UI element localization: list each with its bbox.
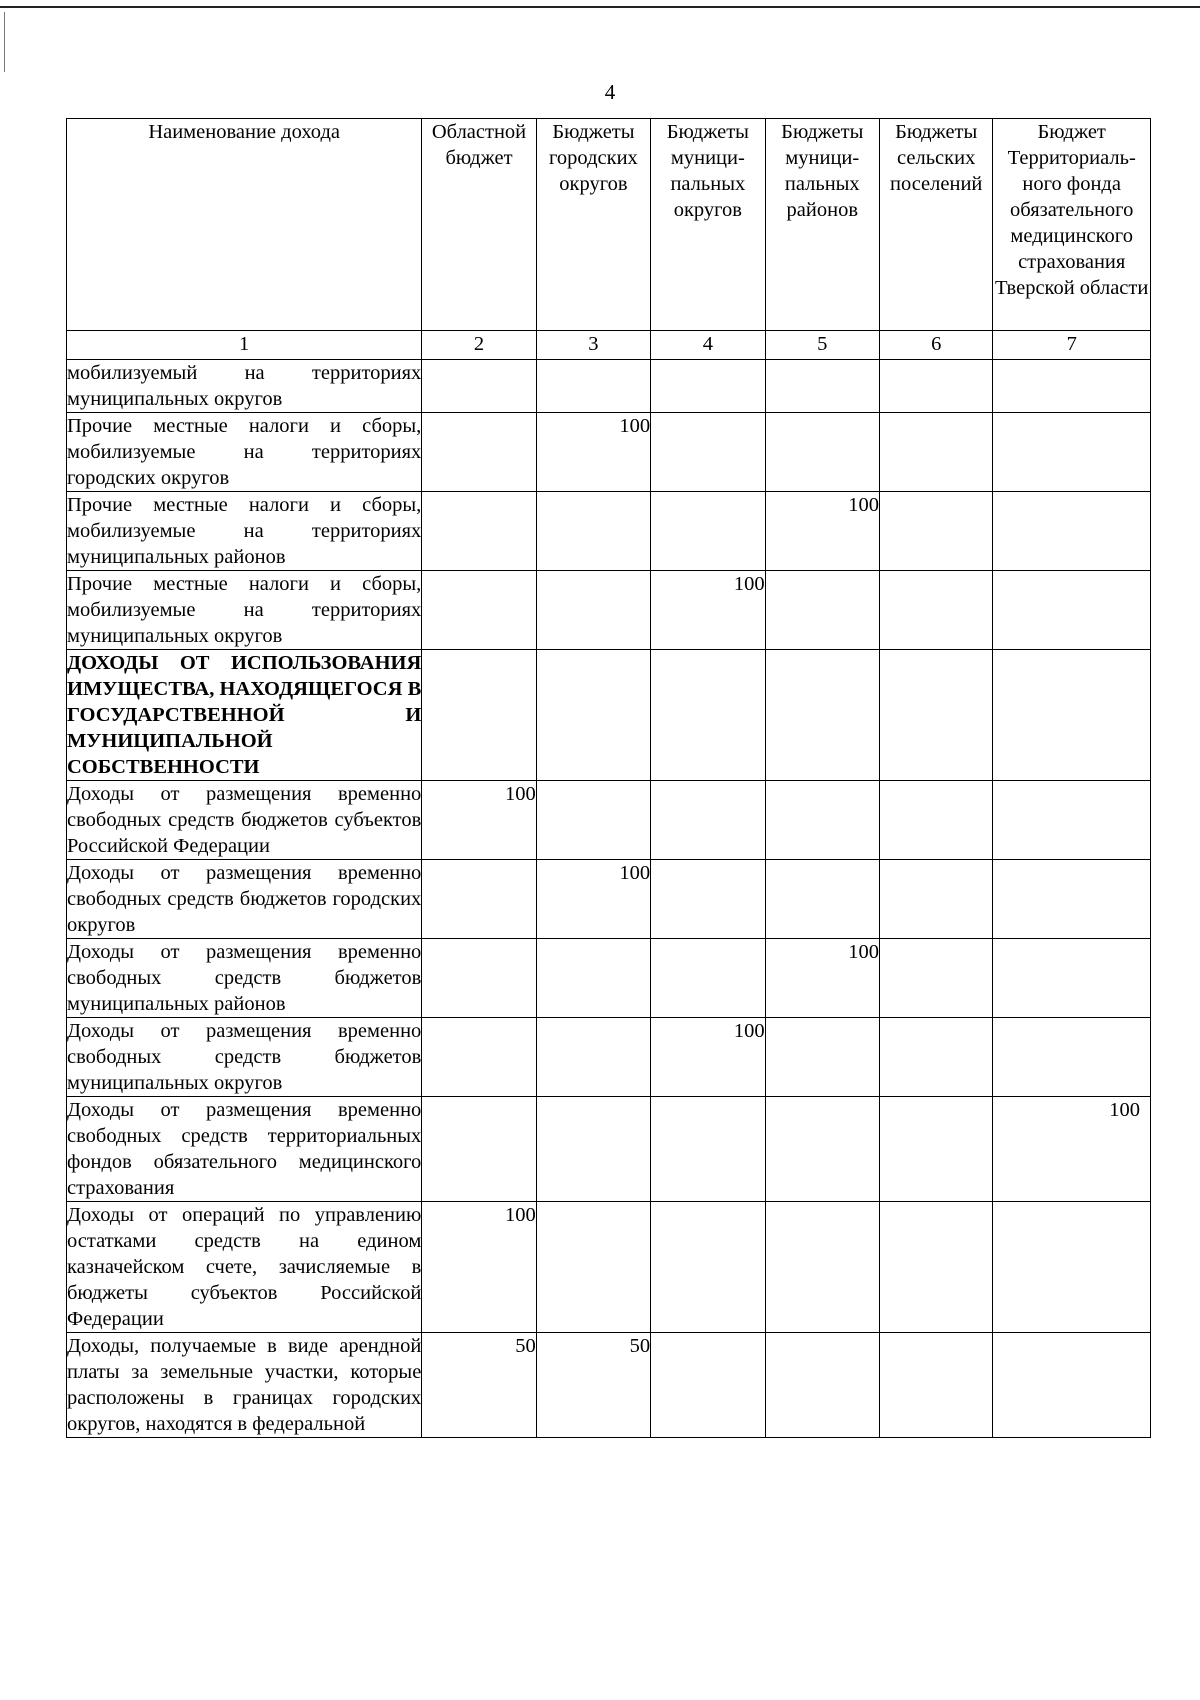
column-number: 7 xyxy=(993,331,1151,360)
scan-margin-mark xyxy=(4,12,5,72)
share-percent-cell: 100 xyxy=(422,1202,536,1333)
share-percent-cell: 50 xyxy=(422,1333,536,1438)
share-percent-cell xyxy=(765,1097,879,1202)
share-percent-cell xyxy=(993,1018,1151,1097)
share-percent-cell xyxy=(422,571,536,650)
table-row xyxy=(67,860,1151,939)
share-percent-cell xyxy=(879,1333,992,1438)
header-city-districts: Бюджеты городских округов xyxy=(536,119,650,331)
share-percent-cell xyxy=(879,1202,992,1333)
table-row xyxy=(67,1018,1151,1097)
share-percent-cell xyxy=(422,1018,536,1097)
column-number: 1 xyxy=(67,331,422,360)
table-row xyxy=(67,413,1151,492)
share-percent-cell xyxy=(422,860,536,939)
page-top-border xyxy=(0,6,1200,8)
share-percent-cell xyxy=(651,1202,765,1333)
share-percent-cell xyxy=(765,1333,879,1438)
header-revenue-name: Наименование дохода xyxy=(67,119,422,331)
share-percent-cell xyxy=(993,413,1151,492)
share-percent-cell xyxy=(993,650,1151,781)
share-percent-cell xyxy=(651,1333,765,1438)
share-percent-cell xyxy=(651,360,765,413)
share-percent-cell xyxy=(422,939,536,1018)
share-percent-cell xyxy=(993,360,1151,413)
revenue-distribution-table xyxy=(66,118,1151,1438)
share-percent-cell xyxy=(765,650,879,781)
column-number: 3 xyxy=(536,331,650,360)
share-percent-cell xyxy=(765,571,879,650)
column-number-row xyxy=(67,331,1151,360)
header-regional-budget: Областной бюджет xyxy=(422,119,536,331)
share-percent-cell xyxy=(765,860,879,939)
share-percent-cell xyxy=(765,781,879,860)
column-number: 4 xyxy=(651,331,765,360)
share-percent-cell xyxy=(765,413,879,492)
table-row xyxy=(67,1097,1151,1202)
revenue-name-cell: Прочие местные налоги и сборы, мобилизуемые на территориях муниципальных округов xyxy=(67,571,422,650)
share-percent-cell xyxy=(993,571,1151,650)
share-percent-cell xyxy=(651,781,765,860)
column-number: 5 xyxy=(765,331,879,360)
revenue-name-cell: Доходы от операций по управлению остатками средств на едином казначейском счете, зачисляемые в бюджеты субъектов Российской Федерации xyxy=(67,1202,422,1333)
share-percent-cell: 100 xyxy=(993,1097,1151,1202)
share-percent-cell xyxy=(422,650,536,781)
share-percent-cell xyxy=(536,1097,650,1202)
share-percent-cell xyxy=(879,939,992,1018)
share-percent-cell: 50 xyxy=(536,1333,650,1438)
share-percent-cell: 100 xyxy=(765,939,879,1018)
share-percent-cell xyxy=(879,1018,992,1097)
page-number: 4 xyxy=(604,80,616,104)
section-heading-cell: ДОХОДЫ ОТ ИСПОЛЬЗОВАНИЯ ИМУЩЕСТВА, НАХОДЯЩЕГОСЯ В ГОСУДАРСТВЕННОЙ И МУНИЦИПАЛЬНОЙ СОБСТВЕННОСТИ xyxy=(67,650,422,781)
table-row xyxy=(67,492,1151,571)
table-row xyxy=(67,781,1151,860)
share-percent-cell xyxy=(422,492,536,571)
share-percent-cell xyxy=(993,781,1151,860)
share-percent-cell xyxy=(536,492,650,571)
share-percent-cell xyxy=(993,939,1151,1018)
share-percent-cell xyxy=(651,860,765,939)
share-percent-cell xyxy=(536,571,650,650)
share-percent-cell xyxy=(536,650,650,781)
revenue-name-cell: Прочие местные налоги и сборы, мобилизуемые на территориях городских округов xyxy=(67,413,422,492)
header-municipal-districts: Бюджеты муници-пальных районов xyxy=(765,119,879,331)
table-row xyxy=(67,1333,1151,1438)
revenue-name-cell: Доходы от размещения временно свободных средств территориальных фондов обязательного медицинского страхования xyxy=(67,1097,422,1202)
share-percent-cell xyxy=(536,781,650,860)
share-percent-cell xyxy=(765,360,879,413)
share-percent-cell xyxy=(993,492,1151,571)
revenue-name-cell: Доходы, получаемые в виде арендной платы за земельные участки, которые расположены в границах городских округов, находятся в федеральной xyxy=(67,1333,422,1438)
revenue-name-cell: мобилизуемый на территориях муниципальных округов xyxy=(67,360,422,413)
header-rural-settlements: Бюджеты сельских поселений xyxy=(879,119,992,331)
share-percent-cell xyxy=(879,360,992,413)
share-percent-cell: 100 xyxy=(765,492,879,571)
share-percent-cell xyxy=(651,650,765,781)
share-percent-cell xyxy=(765,1202,879,1333)
table-row xyxy=(67,360,1151,413)
column-number: 6 xyxy=(879,331,992,360)
share-percent-cell: 100 xyxy=(536,860,650,939)
header-row xyxy=(67,119,1151,331)
revenue-name-cell: Доходы от размещения временно свободных средств бюджетов городских округов xyxy=(67,860,422,939)
share-percent-cell xyxy=(536,1018,650,1097)
share-percent-cell: 100 xyxy=(536,413,650,492)
table-row xyxy=(67,1202,1151,1333)
share-percent-cell: 100 xyxy=(651,571,765,650)
share-percent-cell xyxy=(536,360,650,413)
table-row xyxy=(67,650,1151,781)
share-percent-cell xyxy=(422,1097,536,1202)
share-percent-cell xyxy=(879,571,992,650)
share-percent-cell xyxy=(651,939,765,1018)
share-percent-cell: 100 xyxy=(422,781,536,860)
share-percent-cell xyxy=(422,360,536,413)
share-percent-cell xyxy=(536,939,650,1018)
share-percent-cell xyxy=(993,1333,1151,1438)
share-percent-cell xyxy=(993,860,1151,939)
revenue-name-cell: Прочие местные налоги и сборы, мобилизуемые на территориях муниципальных районов xyxy=(67,492,422,571)
share-percent-cell: 100 xyxy=(651,1018,765,1097)
share-percent-cell xyxy=(879,1097,992,1202)
revenue-name-cell: Доходы от размещения временно свободных средств бюджетов муниципальных округов xyxy=(67,1018,422,1097)
share-percent-cell xyxy=(879,413,992,492)
share-percent-cell xyxy=(651,413,765,492)
header-municipal-okrugs: Бюджеты муници-пальных округов xyxy=(651,119,765,331)
revenue-name-cell: Доходы от размещения временно свободных средств бюджетов муниципальных районов xyxy=(67,939,422,1018)
share-percent-cell xyxy=(879,650,992,781)
share-percent-cell xyxy=(879,860,992,939)
share-percent-cell xyxy=(536,1202,650,1333)
column-number: 2 xyxy=(422,331,536,360)
revenue-name-cell: Доходы от размещения временно свободных средств бюджетов субъектов Российской Федерации xyxy=(67,781,422,860)
share-percent-cell xyxy=(765,1018,879,1097)
table-row xyxy=(67,571,1151,650)
share-percent-cell xyxy=(879,781,992,860)
share-percent-cell xyxy=(993,1202,1151,1333)
table-row xyxy=(67,939,1151,1018)
share-percent-cell xyxy=(879,492,992,571)
share-percent-cell xyxy=(422,413,536,492)
header-tfoms-fund: Бюджет Территориаль-ного фонда обязательного медицинского страхования Тверской области xyxy=(993,119,1151,331)
share-percent-cell xyxy=(651,1097,765,1202)
share-percent-cell xyxy=(651,492,765,571)
